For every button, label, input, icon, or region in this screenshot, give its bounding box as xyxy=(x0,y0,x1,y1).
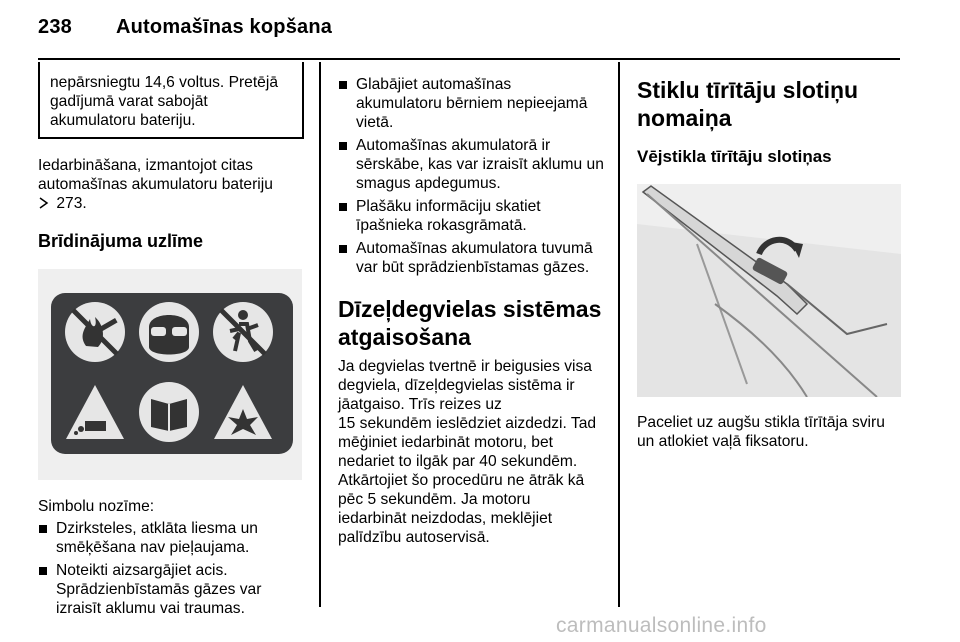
diesel-bleeding-paragraph xyxy=(338,357,604,547)
para-line: un atlokiet vaļā fiksatoru. xyxy=(637,433,809,450)
symbols-intro: Simbolu nozīme: xyxy=(38,498,155,515)
para-line: mēģiniet iedarbināt motoru, bet xyxy=(338,434,553,451)
page-number: 238 xyxy=(38,16,72,38)
para-line: degviela, dīzeļdegvielas sistēma ir xyxy=(338,377,575,394)
wiper-illustration xyxy=(637,184,901,397)
column-3 xyxy=(637,76,901,451)
watermark: carmanualsonline.info xyxy=(556,614,767,637)
warning-line: akumulatoru bateriju. xyxy=(50,112,196,129)
list-line: Dzirksteles, atklāta liesma un xyxy=(56,520,258,537)
list-line: Noteikti aizsargājiet acis. xyxy=(56,562,228,579)
list-line: Automašīnas akumulatora tuvumā xyxy=(356,240,593,257)
page-header xyxy=(38,16,332,39)
para-line: Ja degvielas tvertnē ir beigusies visa xyxy=(338,358,592,375)
heading-line: nomaiņa xyxy=(637,105,732,131)
list-line: īpašnieka rokasgrāmatā. xyxy=(356,217,527,234)
warning-label-figure xyxy=(38,269,302,480)
warning-label-illustration xyxy=(38,269,302,480)
list-line: izraisīt aklumu vai traumas. xyxy=(56,600,245,617)
list-item xyxy=(338,239,604,277)
list-line: smēķēšana nav pieļaujama. xyxy=(56,539,250,556)
warning-box xyxy=(38,62,304,139)
heading-line: Dīzeļdegvielas sistēmas xyxy=(338,296,602,322)
list-item xyxy=(338,75,604,132)
page-header-title: Automašīnas kopšana xyxy=(116,16,333,38)
list-line: var būt sprādzienbīstamas gāzes. xyxy=(356,259,590,276)
warning-line: gadījumā varat sabojāt xyxy=(50,93,208,110)
battery-warnings-list xyxy=(338,75,604,277)
para-line: nedariet to ilgāk par 40 sekundēm. xyxy=(338,453,578,470)
list-item xyxy=(338,197,604,235)
heading-line: atgaisošana xyxy=(338,324,471,350)
wiper-blades-heading xyxy=(637,76,901,132)
warning-label-heading: Brīdinājuma uzlīme xyxy=(38,231,204,251)
list-line: Glabājiet automašīnas xyxy=(356,76,512,93)
wiper-figure xyxy=(637,184,901,397)
column-1 xyxy=(38,62,304,618)
para-line: automašīnas akumulatoru bateriju xyxy=(38,176,273,193)
column-2 xyxy=(338,75,604,547)
header-rule xyxy=(38,58,900,60)
column-divider-1 xyxy=(319,62,321,607)
para-line: pēc 5 sekundēm. Ja motoru xyxy=(338,491,531,508)
para-line: 15 sekundēm ieslēdziet aizdedzi. Tad xyxy=(338,415,597,432)
list-line: vietā. xyxy=(356,114,394,131)
list-line: sērskābe, kas var izraisīt aklumu un xyxy=(356,156,604,173)
wiper-instruction-paragraph xyxy=(637,413,901,451)
windscreen-wipers-subheading: Vējstikla tīrītāju slotiņas xyxy=(637,147,832,166)
para-line: iedarbināt neizdodas, meklējiet xyxy=(338,510,553,527)
list-item xyxy=(38,561,304,618)
warning-line: nepārsniegtu 14,6 voltus. Pretējā xyxy=(50,74,278,91)
column-divider-2 xyxy=(618,62,620,607)
list-line: smagus apdegumus. xyxy=(356,175,501,192)
para-line: jāatgaiso. Trīs reizes uz xyxy=(338,396,502,413)
diesel-bleeding-heading xyxy=(338,295,604,351)
para-line: Atkārtojiet šo procedūru ne ātrāk kā xyxy=(338,472,585,489)
page-reference-number: 273. xyxy=(56,195,87,212)
list-line: Plašāku informāciju skatiet xyxy=(356,198,541,215)
jump-start-paragraph xyxy=(38,156,304,213)
para-line: palīdzību autoservisā. xyxy=(338,529,490,546)
list-line: Sprādzienbīstamās gāzes var xyxy=(56,581,262,598)
page-reference-icon xyxy=(38,195,56,212)
page-reference-link[interactable] xyxy=(38,194,304,213)
list-line: Automašīnas akumulatorā ir xyxy=(356,137,551,154)
list-item xyxy=(338,136,604,193)
list-item xyxy=(38,519,304,557)
symbols-list xyxy=(38,519,304,618)
list-line: akumulatoru bērniem nepieejamā xyxy=(356,95,588,112)
para-line: Iedarbināšana, izmantojot citas xyxy=(38,157,253,174)
heading-line: Stiklu tīrītāju slotiņu xyxy=(637,77,859,103)
para-line: Paceliet uz augšu stikla tīrītāja sviru xyxy=(637,414,885,431)
